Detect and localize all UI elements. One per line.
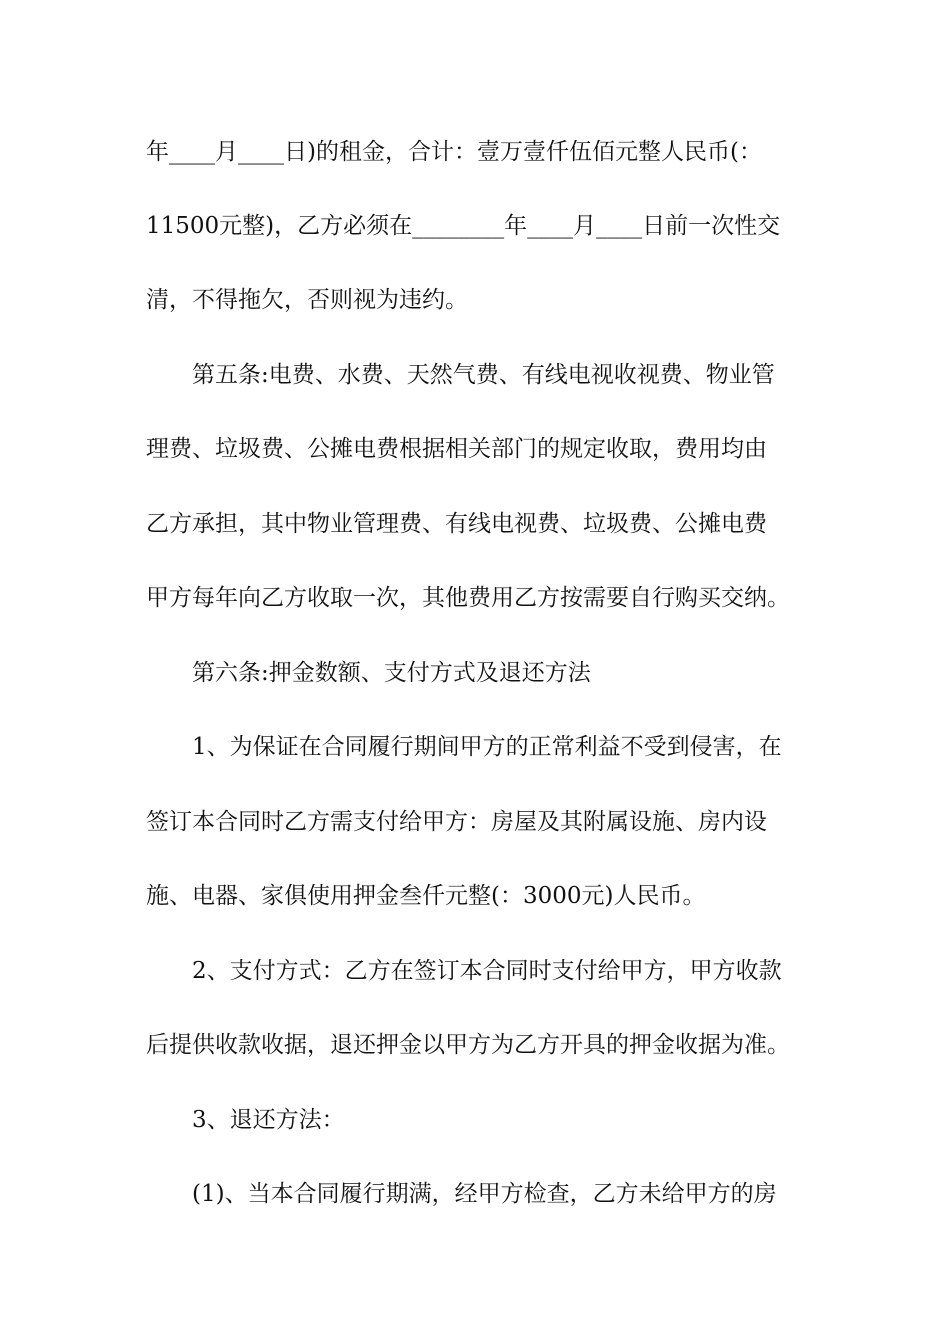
text-line-2: 11500元整)，乙方必须在________年____月____日前一次性交 (146, 213, 781, 239)
text-line-12: 2、支付方式：乙方在签订本合同时支付给甲方，甲方收款 (192, 958, 782, 984)
text-line-5: 理费、垃圾费、公摊电费根据相关部门的规定收取，费用均由 (146, 436, 767, 462)
text-line-7: 甲方每年向乙方收取一次，其他费用乙方按需要自行购买交纳。 (146, 585, 790, 611)
text-line-3: 清，不得拖欠，否则视为违约。 (146, 287, 468, 313)
text-line-1: 年____月____日)的租金，合计：壹万壹仟伍佰元整人民币(： (146, 139, 762, 165)
text-line-13: 后提供收款收据，退还押金以甲方为乙方开具的押金收据为准。 (146, 1032, 790, 1058)
text-line-14: 3、退还方法： (192, 1107, 345, 1133)
text-line-9: 1、为保证在合同履行期间甲方的正常利益不受到侵害，在 (192, 734, 782, 760)
text-line-6: 乙方承担，其中物业管理费、有线电视费、垃圾费、公摊电费 (146, 511, 767, 537)
text-line-8: 第六条:押金数额、支付方式及退还方法 (192, 660, 591, 686)
text-line-10: 签订本合同时乙方需支付给甲方：房屋及其附属设施、房内设 (146, 809, 767, 835)
text-line-15: (1)、当本合同履行期满，经甲方检查，乙方未给甲方的房 (192, 1181, 777, 1207)
text-line-4: 第五条:电费、水费、天然气费、有线电视收视费、物业管 (192, 362, 775, 388)
text-line-11: 施、电器、家俱使用押金叁仟元整(：3000元)人民币。 (146, 883, 706, 909)
